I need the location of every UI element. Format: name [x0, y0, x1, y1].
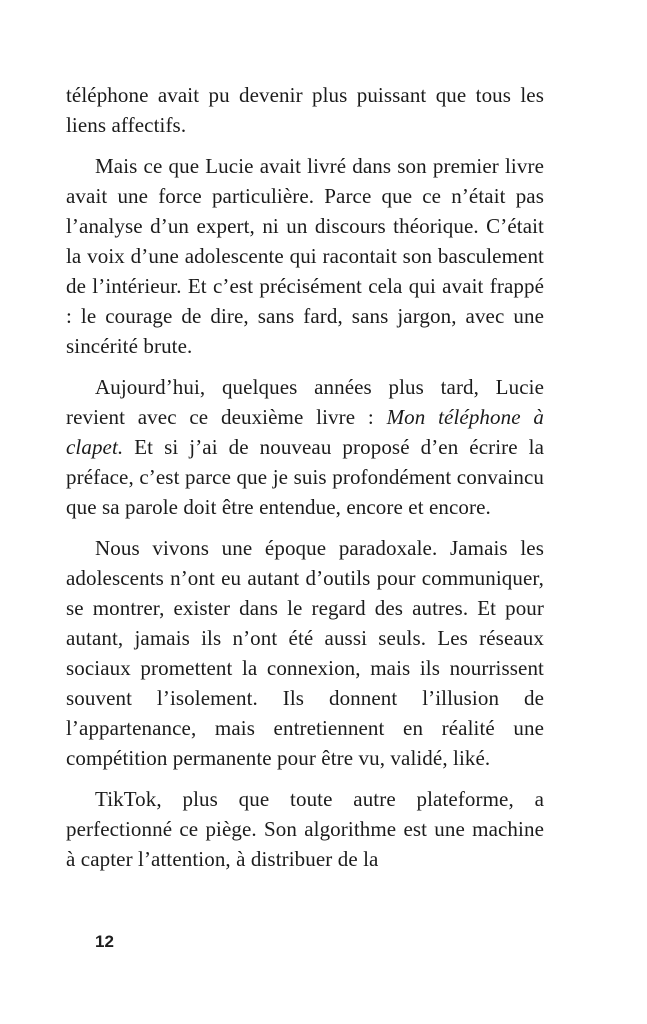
text-segment: téléphone avait pu devenir plus puissant que tous les liens affectifs.	[66, 83, 544, 137]
page-number: 12	[95, 932, 114, 951]
text-segment: TikTok, plus que toute autre plateforme, a perfectionné ce piège. Son algorithme est une machine à capter l’attention, à distribuer de la	[66, 787, 544, 871]
text-segment: Aujourd’hui, quelques années plus tard, Lucie revient avec ce deuxième livre :	[66, 375, 544, 429]
text-segment: Mais ce que Lucie avait livré dans son premier livre avait une force particulière. Parce que ce n’était pas l’analyse d’un expert, ni un discours théorique. C’était la voix d’une adolescente qui racontait son basculement de l’intérieur. Et c’est précisément cela qui avait frappé : le courage de dire, sans fard, sans jargon, avec une sincérité brute.	[66, 154, 544, 358]
paragraph	[66, 372, 544, 522]
paragraph	[66, 533, 544, 773]
paragraph	[66, 80, 544, 140]
book-title-italic: Mon téléphone à clapet.	[66, 405, 545, 459]
text-segment: Nous vivons une époque paradoxale. Jamais les adolescents n’ont eu autant d’outils pour communiquer, se montrer, exister dans le regard des autres. Et pour autant, jamais ils n’ont été aussi seuls. Les réseaux sociaux promettent la connexion, mais ils nourrissent souvent l’isolement. Ils donnent l’illusion de l’appartenance, mais entretiennent en réalité une compétition permanente pour être vu, validé, liké.	[66, 536, 544, 770]
paragraph	[66, 151, 544, 361]
paragraph	[66, 784, 544, 874]
text-segment: Et si j’ai de nouveau proposé d’en écrire la préface, c’est parce que je suis profondément convaincu que sa parole doit être entendue, encore et encore.	[66, 435, 544, 519]
page-text	[66, 80, 544, 885]
